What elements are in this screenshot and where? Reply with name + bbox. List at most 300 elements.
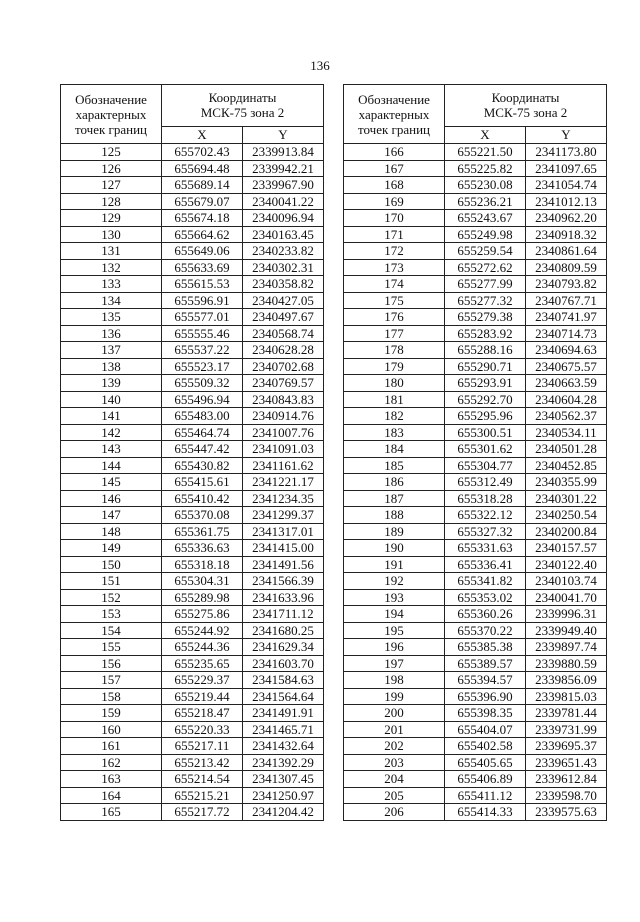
- y-coordinate-cell: 2340122.40: [526, 556, 607, 573]
- y-coordinate-cell: 2341091.03: [243, 441, 324, 458]
- point-header-line: Обозначение: [358, 91, 430, 107]
- y-coordinate-cell: 2341204.42: [243, 804, 324, 821]
- point-number-cell: 162: [61, 754, 162, 771]
- x-coordinate-cell: 655244.36: [162, 639, 243, 656]
- y-coordinate-cell: 2340497.67: [243, 309, 324, 326]
- table-row: [61, 490, 324, 507]
- coords-header-line: Координаты: [208, 90, 277, 106]
- x-coordinate-cell: 655385.38: [445, 639, 526, 656]
- y-coordinate-cell: 2340843.83: [243, 391, 324, 408]
- point-number-cell: 144: [61, 457, 162, 474]
- x-coordinate-cell: 655405.65: [445, 754, 526, 771]
- y-coordinate-cell: 2341221.17: [243, 474, 324, 491]
- y-coordinate-cell: 2340809.59: [526, 259, 607, 276]
- point-number-cell: 205: [344, 787, 445, 804]
- point-number-cell: 137: [61, 342, 162, 359]
- x-coordinate-cell: 655219.44: [162, 688, 243, 705]
- x-header: X: [445, 126, 526, 143]
- point-number-cell: 193: [344, 589, 445, 606]
- table-row: [344, 540, 607, 557]
- y-coordinate-cell: 2339598.70: [526, 787, 607, 804]
- x-coordinate-cell: 655322.12: [445, 507, 526, 524]
- y-coordinate-cell: 2340767.71: [526, 292, 607, 309]
- x-coordinate-cell: 655279.38: [445, 309, 526, 326]
- table-row: [344, 226, 607, 243]
- point-number-cell: 186: [344, 474, 445, 491]
- table-row: [344, 243, 607, 260]
- point-number-cell: 125: [61, 144, 162, 161]
- point-header-line: характерных: [75, 106, 147, 122]
- x-coordinate-cell: 655295.96: [445, 408, 526, 425]
- point-number-cell: 167: [344, 160, 445, 177]
- point-number-cell: 135: [61, 309, 162, 326]
- table-row: [344, 738, 607, 755]
- y-coordinate-cell: 2341307.45: [243, 771, 324, 788]
- y-coordinate-cell: 2340103.74: [526, 573, 607, 590]
- y-coordinate-cell: 2341097.65: [526, 160, 607, 177]
- y-coordinate-cell: 2339949.40: [526, 622, 607, 639]
- y-coordinate-cell: 2341054.74: [526, 177, 607, 194]
- point-number-cell: 153: [61, 606, 162, 623]
- x-coordinate-cell: 655464.74: [162, 424, 243, 441]
- point-number-cell: 154: [61, 622, 162, 639]
- x-coordinate-cell: 655406.89: [445, 771, 526, 788]
- table-row: [344, 193, 607, 210]
- x-coordinate-cell: 655649.06: [162, 243, 243, 260]
- point-number-cell: 163: [61, 771, 162, 788]
- point-number-cell: 152: [61, 589, 162, 606]
- x-coordinate-cell: 655483.00: [162, 408, 243, 425]
- table-row: [61, 358, 324, 375]
- table-row: [344, 292, 607, 309]
- point-number-cell: 129: [61, 210, 162, 227]
- table-row: [61, 507, 324, 524]
- y-coordinate-cell: 2340962.20: [526, 210, 607, 227]
- table-row: [61, 771, 324, 788]
- x-coordinate-cell: 655272.62: [445, 259, 526, 276]
- point-number-cell: 197: [344, 655, 445, 672]
- y-coordinate-cell: 2341603.70: [243, 655, 324, 672]
- table-row: [61, 721, 324, 738]
- x-coordinate-cell: 655537.22: [162, 342, 243, 359]
- x-coordinate-cell: 655360.26: [445, 606, 526, 623]
- point-number-cell: 147: [61, 507, 162, 524]
- coords-header-line: МСК-75 зона 2: [200, 105, 285, 121]
- point-number-cell: 164: [61, 787, 162, 804]
- y-coordinate-cell: 2341012.13: [526, 193, 607, 210]
- x-coordinate-cell: 655275.86: [162, 606, 243, 623]
- y-coordinate-cell: 2340702.68: [243, 358, 324, 375]
- y-coordinate-cell: 2340562.37: [526, 408, 607, 425]
- table-row: [344, 210, 607, 227]
- point-number-cell: 183: [344, 424, 445, 441]
- point-number-cell: 174: [344, 276, 445, 293]
- y-coordinate-cell: 2340096.94: [243, 210, 324, 227]
- table-row: [61, 424, 324, 441]
- point-number-cell: 161: [61, 738, 162, 755]
- x-coordinate-cell: 655235.65: [162, 655, 243, 672]
- point-number-cell: 179: [344, 358, 445, 375]
- x-coordinate-cell: 655304.31: [162, 573, 243, 590]
- table-row: [61, 210, 324, 227]
- point-number-cell: 198: [344, 672, 445, 689]
- table-row: [344, 424, 607, 441]
- table-row: [344, 259, 607, 276]
- point-number-cell: 168: [344, 177, 445, 194]
- x-coordinate-cell: 655509.32: [162, 375, 243, 392]
- y-coordinate-cell: 2340200.84: [526, 523, 607, 540]
- point-number-cell: 151: [61, 573, 162, 590]
- table-row: [344, 177, 607, 194]
- table-row: [344, 507, 607, 524]
- point-number-cell: 203: [344, 754, 445, 771]
- point-number-cell: 139: [61, 375, 162, 392]
- y-coordinate-cell: 2341007.76: [243, 424, 324, 441]
- y-coordinate-cell: 2340793.82: [526, 276, 607, 293]
- y-coordinate-cell: 2341711.12: [243, 606, 324, 623]
- point-header-line: точек границ: [74, 121, 148, 137]
- point-number-cell: 199: [344, 688, 445, 705]
- table-row: [344, 754, 607, 771]
- y-coordinate-cell: 2340501.28: [526, 441, 607, 458]
- point-number-cell: 157: [61, 672, 162, 689]
- table-row: [61, 622, 324, 639]
- table-row: [344, 655, 607, 672]
- y-coordinate-cell: 2339731.99: [526, 721, 607, 738]
- y-coordinate-cell: 2340163.45: [243, 226, 324, 243]
- x-coordinate-cell: 655596.91: [162, 292, 243, 309]
- point-number-cell: 189: [344, 523, 445, 540]
- y-coordinate-cell: 2340914.76: [243, 408, 324, 425]
- point-number-cell: 171: [344, 226, 445, 243]
- point-number-cell: 128: [61, 193, 162, 210]
- table-row: [61, 556, 324, 573]
- point-number-cell: 196: [344, 639, 445, 656]
- table-row: [61, 672, 324, 689]
- table-row: [344, 672, 607, 689]
- table-row: [61, 705, 324, 722]
- y-coordinate-cell: 2340663.59: [526, 375, 607, 392]
- point-header-line: Обозначение: [75, 91, 147, 107]
- point-number-cell: 155: [61, 639, 162, 656]
- y-coordinate-cell: 2340358.82: [243, 276, 324, 293]
- x-coordinate-cell: 655664.62: [162, 226, 243, 243]
- y-coordinate-cell: 2341234.35: [243, 490, 324, 507]
- coordinates-table-left: [60, 84, 324, 821]
- x-coordinate-cell: 655277.99: [445, 276, 526, 293]
- x-coordinate-cell: 655249.98: [445, 226, 526, 243]
- point-number-cell: 170: [344, 210, 445, 227]
- x-coordinate-cell: 655496.94: [162, 391, 243, 408]
- x-coordinate-cell: 655577.01: [162, 309, 243, 326]
- table-row: [61, 474, 324, 491]
- table-row: [61, 325, 324, 342]
- y-coordinate-cell: 2339781.44: [526, 705, 607, 722]
- x-coordinate-cell: 655236.21: [445, 193, 526, 210]
- point-number-cell: 188: [344, 507, 445, 524]
- coordinates-header: [445, 85, 607, 127]
- x-coordinate-cell: 655410.42: [162, 490, 243, 507]
- y-coordinate-cell: 2339913.84: [243, 144, 324, 161]
- point-number-cell: 132: [61, 259, 162, 276]
- table-row: [61, 639, 324, 656]
- table-row: [61, 160, 324, 177]
- x-coordinate-cell: 655689.14: [162, 177, 243, 194]
- x-coordinate-cell: 655300.51: [445, 424, 526, 441]
- point-number-cell: 142: [61, 424, 162, 441]
- x-coordinate-cell: 655229.37: [162, 672, 243, 689]
- y-coordinate-cell: 2341584.63: [243, 672, 324, 689]
- point-number-cell: 165: [61, 804, 162, 821]
- y-coordinate-cell: 2339856.09: [526, 672, 607, 689]
- y-coordinate-cell: 2340694.63: [526, 342, 607, 359]
- point-number-cell: 130: [61, 226, 162, 243]
- table-row: [61, 342, 324, 359]
- y-coordinate-cell: 2341392.29: [243, 754, 324, 771]
- table-row: [61, 523, 324, 540]
- table-row: [61, 408, 324, 425]
- table-row: [344, 771, 607, 788]
- table-row: [344, 276, 607, 293]
- point-number-cell: 195: [344, 622, 445, 639]
- x-coordinate-cell: 655327.32: [445, 523, 526, 540]
- y-coordinate-cell: 2340452.85: [526, 457, 607, 474]
- point-number-cell: 160: [61, 721, 162, 738]
- point-number-cell: 136: [61, 325, 162, 342]
- y-coordinate-cell: 2340250.54: [526, 507, 607, 524]
- x-coordinate-cell: 655220.33: [162, 721, 243, 738]
- point-number-cell: 187: [344, 490, 445, 507]
- table-row: [61, 243, 324, 260]
- point-number-cell: 192: [344, 573, 445, 590]
- y-header: Y: [526, 126, 607, 143]
- point-number-cell: 143: [61, 441, 162, 458]
- point-number-cell: 185: [344, 457, 445, 474]
- table-row: [344, 309, 607, 326]
- point-number-cell: 146: [61, 490, 162, 507]
- x-coordinate-cell: 655318.18: [162, 556, 243, 573]
- x-coordinate-cell: 655283.92: [445, 325, 526, 342]
- y-coordinate-cell: 2340041.22: [243, 193, 324, 210]
- point-header-line: точек границ: [357, 121, 431, 137]
- table-row: [344, 474, 607, 491]
- table-row: [61, 441, 324, 458]
- point-number-cell: 138: [61, 358, 162, 375]
- y-coordinate-cell: 2341173.80: [526, 144, 607, 161]
- point-number-cell: 177: [344, 325, 445, 342]
- table-row: [61, 259, 324, 276]
- y-header: Y: [243, 126, 324, 143]
- point-number-cell: 140: [61, 391, 162, 408]
- table-row: [344, 144, 607, 161]
- y-coordinate-cell: 2341317.01: [243, 523, 324, 540]
- x-coordinate-cell: 655679.07: [162, 193, 243, 210]
- point-number-cell: 206: [344, 804, 445, 821]
- y-coordinate-cell: 2341633.96: [243, 589, 324, 606]
- x-coordinate-cell: 655674.18: [162, 210, 243, 227]
- point-number-cell: 126: [61, 160, 162, 177]
- x-coordinate-cell: 655361.75: [162, 523, 243, 540]
- table-row: [61, 754, 324, 771]
- x-coordinate-cell: 655290.71: [445, 358, 526, 375]
- x-coordinate-cell: 655293.91: [445, 375, 526, 392]
- table-row: [344, 441, 607, 458]
- table-row: [61, 540, 324, 557]
- point-number-cell: 156: [61, 655, 162, 672]
- x-coordinate-cell: 655213.42: [162, 754, 243, 771]
- table-row: [344, 573, 607, 590]
- point-number-cell: 194: [344, 606, 445, 623]
- table-row: [61, 655, 324, 672]
- table-row: [61, 688, 324, 705]
- table-row: [61, 375, 324, 392]
- y-coordinate-cell: 2341680.25: [243, 622, 324, 639]
- coords-header-line: Координаты: [491, 90, 560, 106]
- x-coordinate-cell: 655217.72: [162, 804, 243, 821]
- table-row: [61, 193, 324, 210]
- point-number-cell: 127: [61, 177, 162, 194]
- x-coordinate-cell: 655289.98: [162, 589, 243, 606]
- y-coordinate-cell: 2340604.28: [526, 391, 607, 408]
- point-number-cell: 204: [344, 771, 445, 788]
- point-number-cell: 149: [61, 540, 162, 557]
- point-number-cell: 145: [61, 474, 162, 491]
- x-coordinate-cell: 655398.35: [445, 705, 526, 722]
- y-coordinate-cell: 2339967.90: [243, 177, 324, 194]
- point-number-cell: 202: [344, 738, 445, 755]
- page-number: 136: [310, 58, 330, 73]
- table-body-right: [344, 144, 607, 821]
- table-body-left: [61, 144, 324, 821]
- point-number-cell: 148: [61, 523, 162, 540]
- table-row: [344, 606, 607, 623]
- x-coordinate-cell: 655218.47: [162, 705, 243, 722]
- y-coordinate-cell: 2341250.97: [243, 787, 324, 804]
- table-row: [344, 622, 607, 639]
- coords-header-line: МСК-75 зона 2: [483, 105, 568, 121]
- y-coordinate-cell: 2341566.39: [243, 573, 324, 590]
- y-coordinate-cell: 2341161.62: [243, 457, 324, 474]
- x-coordinate-cell: 655414.33: [445, 804, 526, 821]
- table-row: [344, 325, 607, 342]
- x-coordinate-cell: 655430.82: [162, 457, 243, 474]
- y-coordinate-cell: 2339651.43: [526, 754, 607, 771]
- table-row: [61, 804, 324, 821]
- point-number-cell: 181: [344, 391, 445, 408]
- y-coordinate-cell: 2340534.11: [526, 424, 607, 441]
- y-coordinate-cell: 2340427.05: [243, 292, 324, 309]
- y-coordinate-cell: 2339897.74: [526, 639, 607, 656]
- x-coordinate-cell: 655292.70: [445, 391, 526, 408]
- x-coordinate-cell: 655394.57: [445, 672, 526, 689]
- x-coordinate-cell: 655389.57: [445, 655, 526, 672]
- table-row: [344, 787, 607, 804]
- point-number-cell: 158: [61, 688, 162, 705]
- point-number-cell: 182: [344, 408, 445, 425]
- table-row: [344, 688, 607, 705]
- table-row: [344, 804, 607, 821]
- x-coordinate-cell: 655370.08: [162, 507, 243, 524]
- x-coordinate-cell: 655402.58: [445, 738, 526, 755]
- x-coordinate-cell: 655615.53: [162, 276, 243, 293]
- y-coordinate-cell: 2339996.31: [526, 606, 607, 623]
- y-coordinate-cell: 2341299.37: [243, 507, 324, 524]
- x-coordinate-cell: 655259.54: [445, 243, 526, 260]
- y-coordinate-cell: 2340918.32: [526, 226, 607, 243]
- x-coordinate-cell: 655411.12: [445, 787, 526, 804]
- x-coordinate-cell: 655404.07: [445, 721, 526, 738]
- point-number-cell: 190: [344, 540, 445, 557]
- table-row: [61, 573, 324, 590]
- table-row: [344, 589, 607, 606]
- point-number-cell: 150: [61, 556, 162, 573]
- y-coordinate-cell: 2341491.91: [243, 705, 324, 722]
- x-coordinate-cell: 655277.32: [445, 292, 526, 309]
- x-coordinate-cell: 655396.90: [445, 688, 526, 705]
- y-coordinate-cell: 2340675.57: [526, 358, 607, 375]
- point-number-cell: 173: [344, 259, 445, 276]
- point-number-cell: 141: [61, 408, 162, 425]
- y-coordinate-cell: 2340157.57: [526, 540, 607, 557]
- point-number-cell: 133: [61, 276, 162, 293]
- x-coordinate-cell: 655312.49: [445, 474, 526, 491]
- point-number-cell: 180: [344, 375, 445, 392]
- point-number-cell: 175: [344, 292, 445, 309]
- table-row: [61, 177, 324, 194]
- table-row: [61, 276, 324, 293]
- point-number-cell: 184: [344, 441, 445, 458]
- x-coordinate-cell: 655304.77: [445, 457, 526, 474]
- y-coordinate-cell: 2340355.99: [526, 474, 607, 491]
- y-coordinate-cell: 2340861.64: [526, 243, 607, 260]
- point-number-cell: 169: [344, 193, 445, 210]
- table-row: [344, 721, 607, 738]
- table-row: [61, 226, 324, 243]
- y-coordinate-cell: 2341415.00: [243, 540, 324, 557]
- table-row: [61, 589, 324, 606]
- y-coordinate-cell: 2340233.82: [243, 243, 324, 260]
- y-coordinate-cell: 2341491.56: [243, 556, 324, 573]
- x-coordinate-cell: 655702.43: [162, 144, 243, 161]
- x-coordinate-cell: 655230.08: [445, 177, 526, 194]
- table-row: [61, 606, 324, 623]
- x-coordinate-cell: 655694.48: [162, 160, 243, 177]
- table-row: [344, 358, 607, 375]
- point-designation-header: [344, 85, 445, 144]
- x-coordinate-cell: 655336.41: [445, 556, 526, 573]
- table-row: [61, 292, 324, 309]
- coordinates-table-right: [343, 84, 607, 821]
- x-coordinate-cell: 655447.42: [162, 441, 243, 458]
- x-coordinate-cell: 655353.02: [445, 589, 526, 606]
- table-row: [61, 309, 324, 326]
- x-header: X: [162, 126, 243, 143]
- table-row: [344, 556, 607, 573]
- x-coordinate-cell: 655523.17: [162, 358, 243, 375]
- table-row: [344, 639, 607, 656]
- point-number-cell: 159: [61, 705, 162, 722]
- y-coordinate-cell: 2340714.73: [526, 325, 607, 342]
- y-coordinate-cell: 2340041.70: [526, 589, 607, 606]
- x-coordinate-cell: 655243.67: [445, 210, 526, 227]
- y-coordinate-cell: 2341465.71: [243, 721, 324, 738]
- y-coordinate-cell: 2340769.57: [243, 375, 324, 392]
- point-header-line: характерных: [358, 106, 430, 122]
- x-coordinate-cell: 655244.92: [162, 622, 243, 639]
- table-row: [344, 375, 607, 392]
- y-coordinate-cell: 2339815.03: [526, 688, 607, 705]
- table-row: [344, 408, 607, 425]
